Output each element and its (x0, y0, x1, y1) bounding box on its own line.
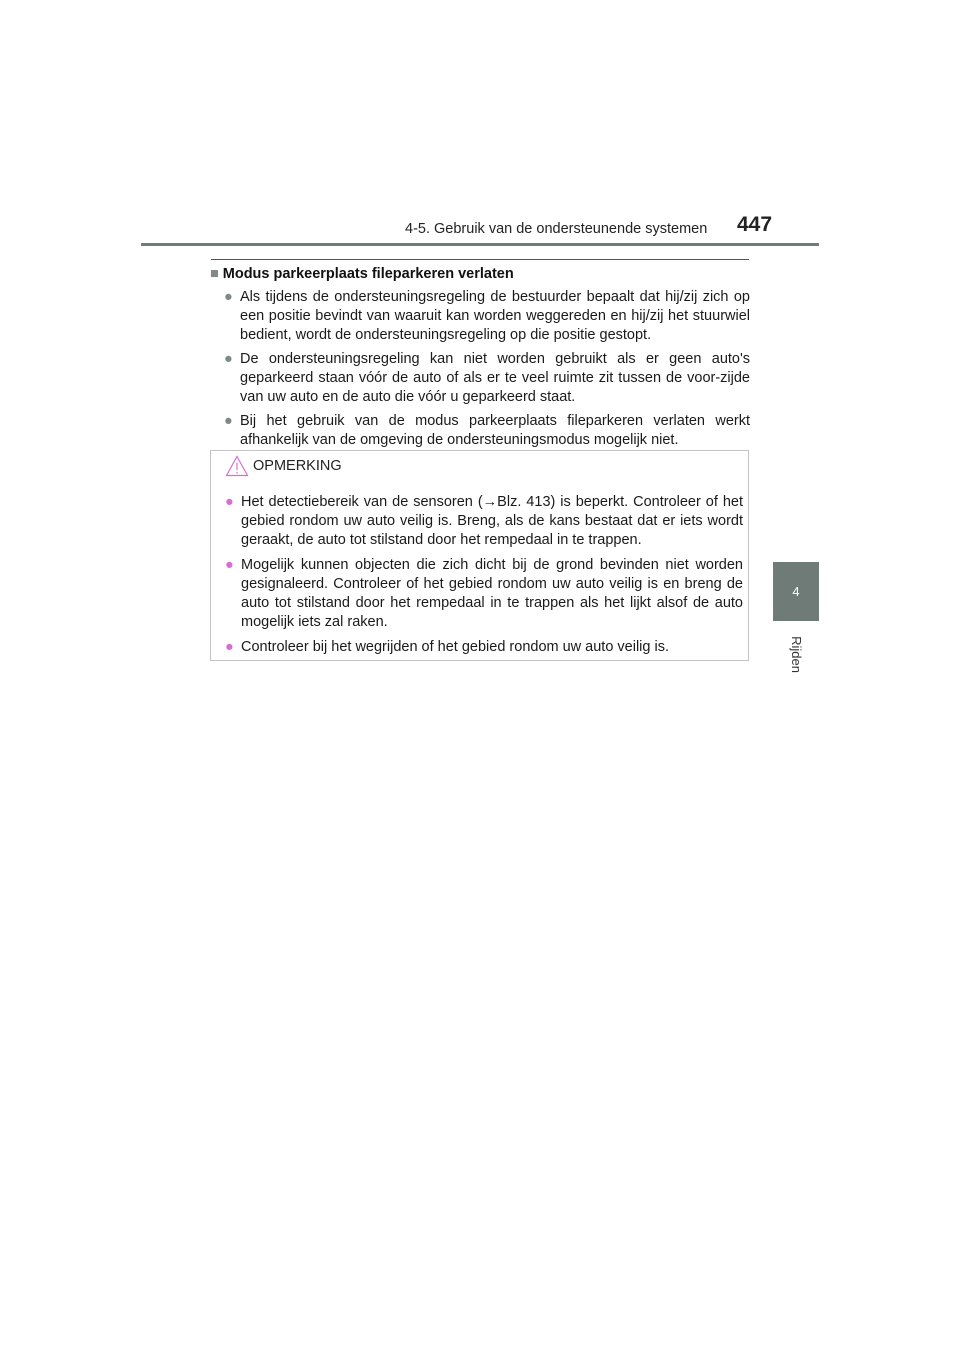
list-item-text: Bij het gebruik van de modus parkeerplaats fileparkeren verlaten werkt afhankelijk van de omgeving de ondersteuningsmodus mogelijk niet. (240, 413, 750, 448)
list-item (224, 350, 750, 407)
square-bullet-icon: ■ (210, 266, 219, 282)
notice-header (225, 455, 342, 477)
list-item-text: Mogelijk kunnen objecten die zich dicht bij de grond bevinden niet worden gesignaleerd. Controleer of het gebied rondom uw auto veilig is en breng de auto tot stilstand door het rempedaal in te trappen als het lijkt alsof de auto mogelijk iets zal raken. (241, 557, 743, 630)
chapter-number: 4 (792, 584, 800, 599)
warning-triangle-icon (225, 455, 249, 477)
section-heading (210, 266, 514, 282)
section-bullet-list (224, 288, 750, 455)
chapter-label: Rijden (788, 635, 804, 673)
section-divider (211, 259, 749, 260)
list-item-text: Als tijdens de ondersteuningsregeling de bestuurder bepaalt dat hij/zij zich op een positie bevindt van waaruit kan worden weggereden en hij/zij het stuurwiel bedient, wordt de ondersteuningsregeling op die positie gestopt. (240, 289, 750, 343)
list-item-text: Controleer bij het wegrijden of het gebied rondom uw auto veilig is. (241, 639, 669, 655)
bullet-icon: ● (224, 413, 233, 429)
list-item (224, 412, 750, 450)
bullet-icon: ● (225, 639, 234, 655)
section-heading-text: Modus parkeerplaats fileparkeren verlaten (222, 266, 514, 282)
list-item-text: De ondersteuningsregeling kan niet worden gebruikt als er geen auto's geparkeerd staan vóór de auto of als er te veel ruimte zit tussen de voor-zijde van uw auto en de auto die vóór u geparkeerd staat. (240, 351, 750, 405)
notice-box (210, 450, 749, 661)
header-rule (141, 243, 819, 246)
page-number: 447 (737, 213, 773, 236)
bullet-icon: ● (225, 557, 234, 573)
list-item (224, 288, 750, 345)
header-section-title: 4-5. Gebruik van de ondersteunende systemen (405, 221, 708, 237)
bullet-icon: ● (225, 494, 234, 510)
bullet-icon: ● (224, 289, 233, 305)
notice-title: OPMERKING (253, 458, 342, 474)
notice-bullet-list (225, 493, 743, 663)
chapter-tab (773, 562, 819, 621)
list-item (225, 556, 743, 632)
list-item-text: Het detectiebereik van de sensoren (→Blz. 413) is beperkt. Controleer of het gebied rondom uw auto veilig is. Breng, als de kans bestaat dat er iets wordt geraakt, de auto tot stilstand door het rempedaal in te trappen. (241, 494, 743, 548)
bullet-icon: ● (224, 351, 233, 367)
chapter-label-container (778, 634, 814, 674)
list-item (225, 493, 743, 550)
list-item (225, 638, 743, 657)
